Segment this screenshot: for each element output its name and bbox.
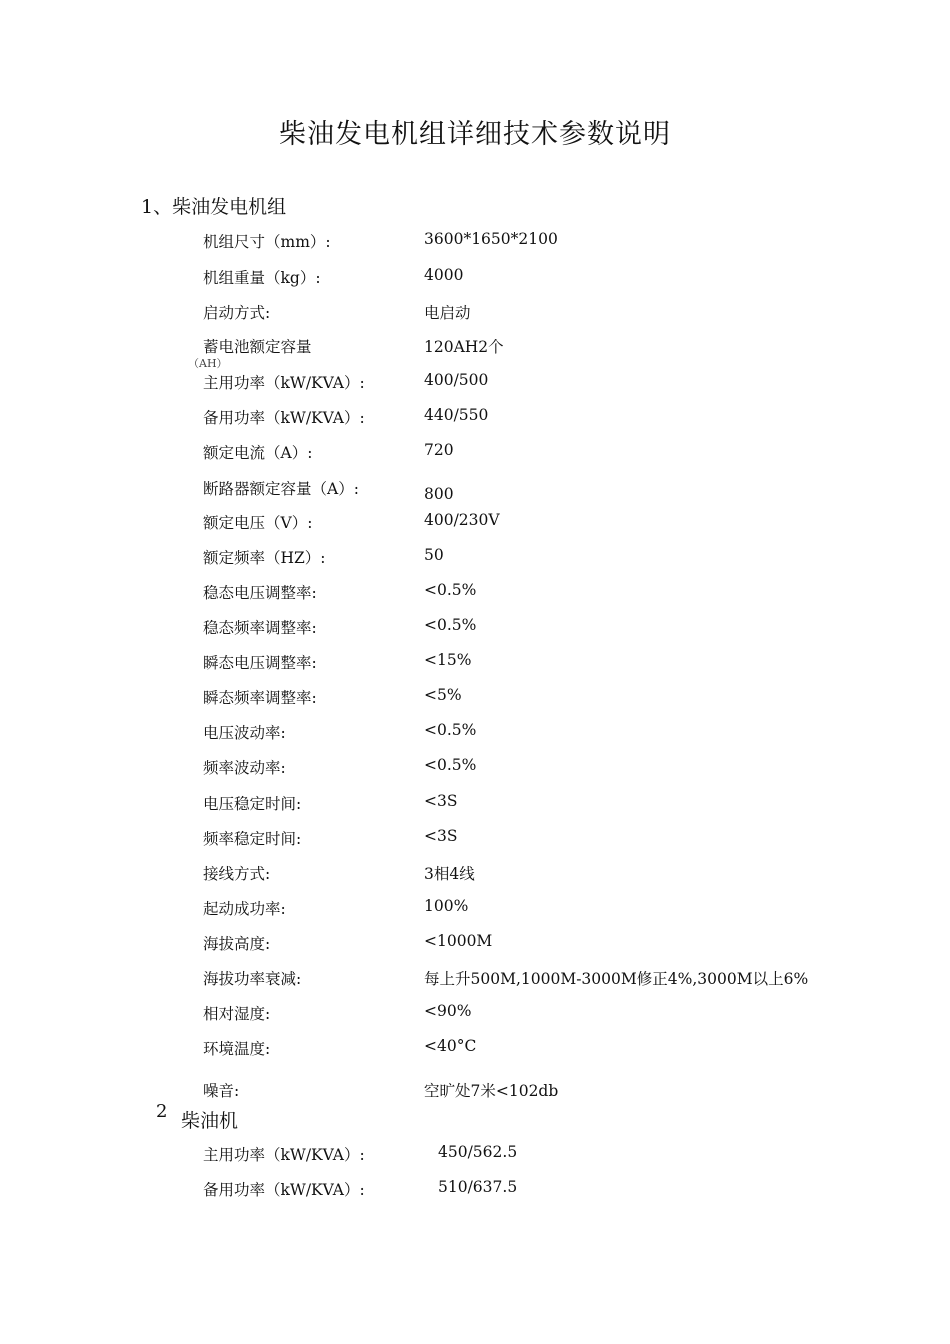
spec-value: 空旷处7米<102db bbox=[424, 1082, 559, 1100]
spec-row bbox=[0, 616, 950, 640]
spec-label: 机组尺寸（mm）: bbox=[203, 233, 331, 251]
spec-row bbox=[0, 406, 950, 430]
spec-row bbox=[0, 967, 950, 991]
spec-row bbox=[0, 932, 950, 956]
spec-label: 蓄电池额定容量 bbox=[203, 338, 312, 356]
spec-row bbox=[0, 862, 950, 886]
spec-value: 120AH2个 bbox=[424, 338, 504, 356]
spec-value: 3600*1650*2100 bbox=[424, 230, 558, 248]
spec-value: 4000 bbox=[424, 266, 464, 284]
spec-row bbox=[0, 1002, 950, 1026]
spec-row bbox=[0, 230, 950, 254]
spec-value: 400/500 bbox=[424, 371, 489, 389]
spec-row bbox=[0, 266, 950, 290]
spec-value: <0.5% bbox=[424, 581, 477, 599]
spec-label: 海拔高度: bbox=[203, 935, 271, 953]
spec-row bbox=[0, 897, 950, 921]
spec-label: 频率波动率: bbox=[203, 759, 286, 777]
spec-label: 频率稳定时间: bbox=[203, 830, 302, 848]
spec-label: 机组重量（kg）: bbox=[203, 269, 321, 287]
spec-label: 电压稳定时间: bbox=[203, 795, 302, 813]
spec-value: <3S bbox=[424, 827, 458, 845]
spec-label: 备用功率（kW/KVA）: bbox=[203, 409, 365, 427]
spec-label: 额定电流（A）: bbox=[203, 444, 313, 462]
spec-row bbox=[0, 792, 950, 816]
battery-unit-fragment: （AH） bbox=[188, 357, 228, 370]
spec-label: 稳态频率调整率: bbox=[203, 619, 317, 637]
spec-value: <15% bbox=[424, 651, 472, 669]
spec-row bbox=[0, 651, 950, 675]
spec-row bbox=[0, 546, 950, 570]
document-title: 柴油发电机组详细技术参数说明 bbox=[279, 119, 671, 150]
spec-value: <0.5% bbox=[424, 721, 477, 739]
spec-value: 450/562.5 bbox=[438, 1143, 518, 1161]
spec-value: 440/550 bbox=[424, 406, 489, 424]
spec-row bbox=[0, 686, 950, 710]
spec-value: <0.5% bbox=[424, 756, 477, 774]
spec-label: 稳态电压调整率: bbox=[203, 584, 317, 602]
spec-value: 510/637.5 bbox=[438, 1178, 518, 1196]
spec-row bbox=[0, 721, 950, 745]
spec-label: 接线方式: bbox=[203, 865, 271, 883]
spec-label: 备用功率（kW/KVA）: bbox=[203, 1181, 365, 1199]
spec-value: <3S bbox=[424, 792, 458, 810]
spec-label: 额定电压（V）: bbox=[203, 514, 313, 532]
spec-value: 3相4线 bbox=[424, 865, 475, 883]
spec-value: <40°C bbox=[424, 1037, 477, 1055]
spec-row bbox=[0, 477, 950, 501]
spec-label: 噪音: bbox=[203, 1082, 240, 1100]
spec-value: 电启动 bbox=[424, 304, 471, 322]
spec-row bbox=[0, 1178, 950, 1202]
spec-value: 800 bbox=[424, 485, 454, 503]
spec-label: 相对湿度: bbox=[203, 1005, 271, 1023]
spec-value: 每上升500M,1000M-3000M修正4%,3000M以上6% bbox=[424, 970, 809, 988]
spec-label: 瞬态电压调整率: bbox=[203, 654, 317, 672]
spec-label: 断路器额定容量（A）: bbox=[203, 480, 359, 498]
spec-label: 额定频率（HZ）: bbox=[203, 549, 326, 567]
spec-row bbox=[0, 1143, 950, 1167]
spec-row bbox=[0, 301, 950, 325]
spec-value: <5% bbox=[424, 686, 462, 704]
spec-label: 电压波动率: bbox=[203, 724, 286, 742]
spec-label: 主用功率（kW/KVA）: bbox=[203, 1146, 365, 1164]
spec-row bbox=[0, 441, 950, 465]
section-1-heading: 1、柴油发电机组 bbox=[141, 196, 287, 218]
spec-row bbox=[0, 1037, 950, 1061]
spec-row bbox=[0, 581, 950, 605]
spec-value: <90% bbox=[424, 1002, 472, 1020]
spec-label: 主用功率（kW/KVA）: bbox=[203, 374, 365, 392]
spec-label: 起动成功率: bbox=[203, 900, 286, 918]
spec-row bbox=[0, 827, 950, 851]
spec-label: 瞬态频率调整率: bbox=[203, 689, 317, 707]
spec-value: 400/230V bbox=[424, 511, 500, 529]
spec-label: 环境温度: bbox=[203, 1040, 271, 1058]
spec-row bbox=[0, 511, 950, 535]
spec-row bbox=[0, 756, 950, 780]
spec-label: 启动方式: bbox=[203, 304, 271, 322]
spec-value: <1000M bbox=[424, 932, 493, 950]
spec-value: 50 bbox=[424, 546, 444, 564]
section-2-number: 2 bbox=[156, 1101, 168, 1122]
spec-value: 720 bbox=[424, 441, 454, 459]
spec-row bbox=[0, 1079, 950, 1103]
spec-value: <0.5% bbox=[424, 616, 477, 634]
spec-label: 海拔功率衰减: bbox=[203, 970, 302, 988]
spec-row bbox=[0, 335, 950, 359]
spec-row bbox=[0, 371, 950, 395]
section-2-heading: 柴油机 bbox=[181, 1110, 239, 1132]
spec-value: 100% bbox=[424, 897, 469, 915]
